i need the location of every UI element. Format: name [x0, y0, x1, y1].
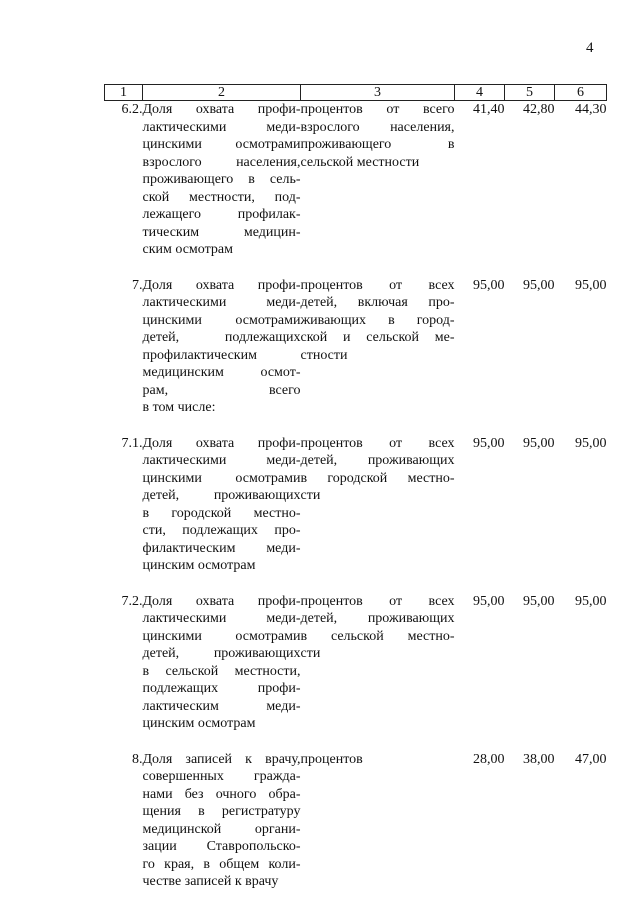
indicator-name-line: ской местности, под-: [142, 189, 301, 205]
indicator-name-line: тическим медицин-: [142, 224, 301, 240]
indicator-name-line: цинским осмотрам: [142, 716, 256, 731]
indicator-name-line: в городской местно-: [142, 505, 301, 521]
unit-line: детей, включая про-: [300, 295, 455, 310]
table-row: [105, 435, 607, 575]
unit-of-measure: [301, 101, 455, 259]
indicator-name-line: совершенных гражда-: [142, 769, 301, 784]
indicator-name-line: Доля охвата профи-: [142, 277, 301, 293]
indicator-name: [143, 277, 301, 417]
indicator-name-line: лактическими меди-: [142, 453, 301, 468]
indicator-name-line: честве записей к врачу: [142, 874, 279, 889]
unit-line: процентов от всех: [300, 277, 455, 293]
indicator-name-line: филактическим меди-: [142, 540, 301, 556]
value-v4: 95,00: [473, 593, 505, 609]
indicator-name-line: цинскими осмотрами: [142, 470, 301, 486]
unit-line: в сельской местно-: [300, 628, 455, 644]
row-number: 7.: [132, 277, 143, 293]
indicator-name-line: Доля охвата профи-: [142, 435, 301, 451]
unit-of-measure: [301, 435, 455, 575]
indicator-name-line: профилактическим: [142, 347, 257, 363]
row-spacer-cell: [105, 733, 607, 751]
column-header-4: 4: [455, 85, 505, 101]
column-header-2: 2: [143, 85, 301, 101]
indicator-name-line: лактическими меди-: [142, 119, 301, 135]
unit-line: детей, проживающих: [300, 611, 455, 626]
row-spacer: [105, 417, 607, 435]
indicator-name-line: детей, проживающих: [142, 488, 301, 503]
unit-line: процентов от всех: [300, 593, 455, 609]
indicator-name-line: медицинской органи-: [142, 821, 301, 837]
indicators-table: [104, 84, 607, 891]
table-row: [105, 277, 607, 417]
value-v4: 95,00: [473, 435, 505, 451]
indicator-name-line: щения в регистратуру: [142, 804, 301, 819]
value-v6: 44,30: [575, 102, 607, 117]
unit-line: сти: [300, 488, 321, 503]
unit-line: взрослого населения,: [300, 119, 455, 135]
indicator-name-line: лактическим меди-: [142, 698, 301, 714]
table-body: [105, 101, 607, 891]
indicator-name: [143, 751, 301, 891]
unit-line: процентов от всех: [300, 435, 455, 451]
indicator-name-line: медицинским осмот-: [142, 365, 301, 380]
value-v5: 42,80: [523, 102, 555, 117]
column-header-1: 1: [105, 85, 143, 101]
indicator-name: [143, 435, 301, 575]
value-v5: 38,00: [523, 751, 555, 767]
value-v6: 47,00: [575, 751, 607, 767]
indicator-name-line: сти, подлежащих про-: [142, 523, 301, 538]
indicator-name-line: цинскими осмотрами: [142, 628, 301, 644]
indicator-name-line: зации Ставропольско-: [142, 839, 301, 854]
value-v4: 41,40: [473, 102, 505, 117]
unit-line: детей, проживающих: [300, 453, 455, 468]
indicator-name-line: детей, подлежащих: [142, 330, 301, 345]
row-spacer: [105, 733, 607, 751]
unit-line: живающих в город-: [300, 312, 455, 328]
indicator-name-line: лактическими меди-: [142, 611, 301, 626]
row-spacer-cell: [105, 575, 607, 593]
indicator-name-line: рам, всего: [142, 382, 301, 398]
indicator-name-line: взрослого населения,: [142, 154, 301, 170]
unit-of-measure: [301, 751, 455, 891]
unit-line: процентов: [300, 751, 363, 767]
value-v5: 95,00: [523, 593, 555, 609]
indicator-name-line: нами без очного обра-: [142, 786, 301, 802]
row-spacer: [105, 259, 607, 277]
column-header-5: 5: [505, 85, 555, 101]
indicator-name-line: детей, проживающих: [142, 646, 301, 661]
row-number: 7.1.: [121, 435, 143, 451]
unit-line: ской и сельской ме-: [300, 330, 455, 345]
value-v4: 95,00: [473, 277, 505, 293]
unit-of-measure: [301, 593, 455, 733]
indicator-name-line: ским осмотрам: [142, 242, 233, 257]
indicator-name-line: цинскими осмотрами: [142, 137, 301, 152]
unit-line: процентов от всего: [300, 102, 455, 117]
row-spacer-cell: [105, 259, 607, 277]
indicator-name-line: в сельской местности,: [142, 663, 301, 679]
row-spacer-cell: [105, 417, 607, 435]
unit-of-measure: [301, 277, 455, 417]
row-number: 7.2.: [121, 593, 143, 609]
unit-line: проживающего в: [300, 137, 455, 152]
indicator-name: [143, 593, 301, 733]
indicator-name-line: Доля охвата профи-: [142, 593, 301, 609]
indicator-name-line: го края, в общем коли-: [142, 856, 301, 872]
row-spacer: [105, 575, 607, 593]
table-row: [105, 751, 607, 891]
unit-line: сельской местности: [300, 154, 420, 170]
indicator-name-line: в том числе:: [142, 400, 216, 415]
indicator-name-line: подлежащих профи-: [142, 681, 301, 696]
table-row: [105, 593, 607, 733]
value-v6: 95,00: [575, 435, 607, 451]
indicator-name-line: лежащего профилак-: [142, 207, 301, 222]
table-row: [105, 101, 607, 259]
value-v6: 95,00: [575, 277, 607, 293]
row-number: 6.2.: [121, 102, 143, 117]
page-number: 4: [586, 40, 594, 56]
column-header-3: 3: [301, 85, 455, 101]
unit-line: стности: [300, 347, 348, 363]
indicator-name: [143, 101, 301, 259]
value-v6: 95,00: [575, 593, 607, 609]
value-v5: 95,00: [523, 277, 555, 293]
value-v4: 28,00: [473, 751, 505, 767]
indicator-name-line: Доля охвата профи-: [142, 102, 301, 117]
unit-line: в городской местно-: [300, 470, 455, 486]
indicator-name-line: лактическими меди-: [142, 295, 301, 310]
value-v5: 95,00: [523, 435, 555, 451]
column-header-6: 6: [555, 85, 607, 101]
row-number: 8.: [132, 751, 143, 767]
indicator-name-line: цинскими осмотрами: [142, 312, 301, 328]
indicator-name-line: Доля записей к врачу,: [142, 751, 301, 767]
indicator-name-line: проживающего в сель-: [142, 172, 301, 187]
unit-line: сти: [300, 646, 321, 661]
column-number-header-row: [105, 85, 607, 101]
indicator-name-line: цинским осмотрам: [142, 558, 256, 573]
